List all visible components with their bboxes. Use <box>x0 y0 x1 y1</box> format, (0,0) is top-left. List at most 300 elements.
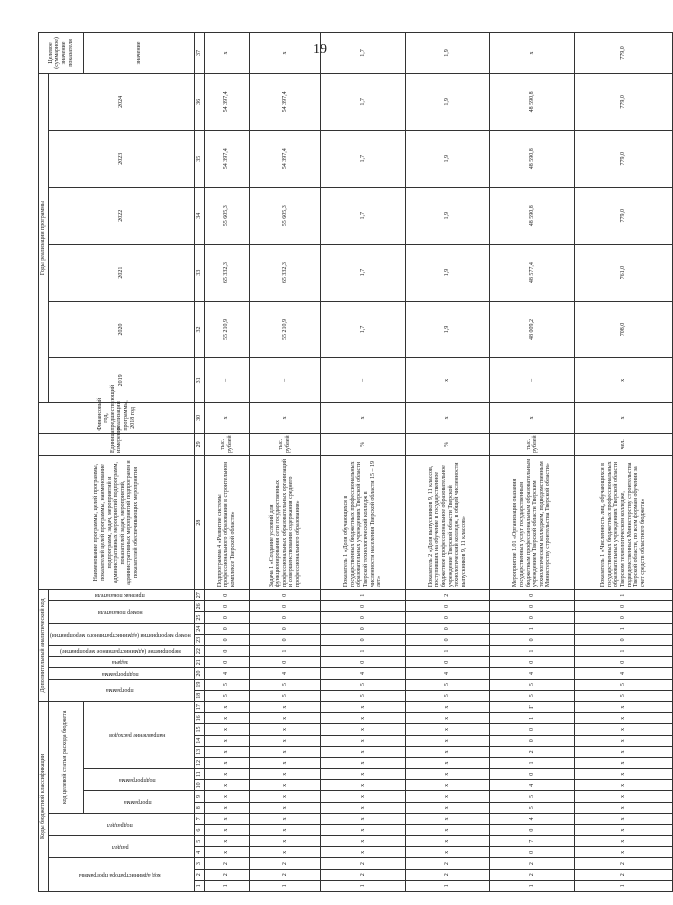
code-cell: 0 <box>204 646 249 657</box>
code-cell: 5 <box>490 791 575 802</box>
code-cell: 5 <box>204 690 249 701</box>
subheader-task-text: задача <box>111 659 129 666</box>
code-cell: 0 <box>574 612 672 623</box>
code-cell: 0 <box>204 590 249 601</box>
row-name: Показатель 1 «Доля обучающихся в государственных бюджетных профессиональных образовательных учреждениях Тверской области Тверской технологический колледж в численности населения Тверской области 15 – 19 лет» <box>321 456 406 590</box>
subheader-subprogram2-text: подпрограмма <box>101 670 139 677</box>
code-cell: х <box>405 780 490 791</box>
row-value-y2019: – <box>204 358 249 403</box>
row-fin-year: х <box>405 403 490 433</box>
column-number-30: 30 <box>194 403 204 433</box>
code-cell: х <box>249 735 320 746</box>
code-cell: х <box>405 769 490 780</box>
column-number-6: 6 <box>194 824 204 835</box>
code-cell: 5 <box>574 690 672 701</box>
row-value-y2020: 55 210,9 <box>249 301 320 358</box>
code-cell: х <box>574 813 672 824</box>
row-value-y2023: 48 590,8 <box>490 130 575 187</box>
code-cell: х <box>249 769 320 780</box>
column-number-17: 17 <box>194 701 204 712</box>
code-cell: х <box>249 746 320 757</box>
code-cell: х <box>574 847 672 858</box>
header-fin-year: Финансовый год, предшествующий реализации программы, 2018 год <box>39 403 195 433</box>
code-cell: 2 <box>321 869 406 880</box>
code-cell: 0 <box>204 657 249 668</box>
table-row <box>204 33 249 892</box>
code-cell: х <box>405 713 490 724</box>
code-cell: 2 <box>490 858 575 869</box>
code-cell: 1 <box>249 880 320 891</box>
header-year-2019: 2019 <box>48 358 194 403</box>
code-cell: х <box>405 836 490 847</box>
code-cell: х <box>204 713 249 724</box>
table-row <box>490 33 575 892</box>
subheader-podrazdel-text: подраздел <box>107 821 133 828</box>
code-cell: 0 <box>321 657 406 668</box>
subheader-subprogram-text: подпрограмма <box>119 777 156 784</box>
code-cell: 5 <box>249 679 320 690</box>
code-cell: х <box>249 713 320 724</box>
subheader-direction <box>83 701 194 768</box>
code-cell: х <box>574 757 672 768</box>
code-cell: х <box>249 791 320 802</box>
column-number-4: 4 <box>194 847 204 858</box>
row-value-y2019: – <box>321 358 406 403</box>
code-cell: 0 <box>490 634 575 645</box>
code-cell: 0 <box>249 601 320 612</box>
code-cell: 2 <box>321 858 406 869</box>
code-cell: х <box>249 780 320 791</box>
header-target: Целевое (суммарное) значение показателя <box>39 33 84 74</box>
code-cell: 0 <box>490 612 575 623</box>
code-cell: х <box>321 701 406 712</box>
code-cell: 1 <box>490 646 575 657</box>
code-cell: х <box>405 701 490 712</box>
table-row <box>321 33 406 892</box>
row-value-y2021: 65 332,3 <box>204 244 249 301</box>
row-unit: % <box>405 433 490 455</box>
code-cell: 5 <box>321 679 406 690</box>
column-number-35: 35 <box>194 130 204 187</box>
column-number-29: 29 <box>194 433 204 455</box>
row-name: Подпрограмма 4 «Развитие системы профессионального образования в строительном комплексе Тверской области» <box>204 456 249 590</box>
column-number-15: 15 <box>194 724 204 735</box>
code-cell: х <box>405 724 490 735</box>
code-cell: 1 <box>321 590 406 601</box>
code-cell: х <box>321 724 406 735</box>
header-budget-codes: Коды бюджетной классификации <box>39 701 49 891</box>
code-cell: 1 <box>490 623 575 634</box>
column-number-8: 8 <box>194 802 204 813</box>
column-number-25: 25 <box>194 612 204 623</box>
column-number-2: 2 <box>194 869 204 880</box>
code-cell: 2 <box>574 858 672 869</box>
page-number: 19 <box>313 42 327 57</box>
code-cell: х <box>321 713 406 724</box>
row-value-y2024: 1,7 <box>321 73 406 130</box>
subheader-subprogram <box>83 769 194 791</box>
code-cell: х <box>321 824 406 835</box>
header-year-2024: 2024 <box>48 73 194 130</box>
code-cell: 4 <box>490 813 575 824</box>
row-name: Задача 1 «Создание условий для функционирования сети государственных профессиональных образовательных организаций и совершенствования содержания среднего профессионального образования» <box>249 456 320 590</box>
code-cell: 1 <box>574 623 672 634</box>
header-year-2021: 2021 <box>48 244 194 301</box>
code-cell: х <box>204 802 249 813</box>
code-cell: 4 <box>574 668 672 679</box>
code-cell: х <box>204 836 249 847</box>
code-cell: 0 <box>490 724 575 735</box>
column-number-37: 37 <box>194 33 204 74</box>
subheader-indicator-text: номер показателя <box>97 609 143 616</box>
budget-table-container <box>38 32 646 892</box>
code-cell: 5 <box>204 679 249 690</box>
code-cell: 0 <box>574 657 672 668</box>
code-cell: 0 <box>405 657 490 668</box>
column-number-28: 28 <box>194 456 204 590</box>
row-fin-year: х <box>249 403 320 433</box>
row-value-y2024: 48 590,8 <box>490 73 575 130</box>
code-cell: 1 <box>490 713 575 724</box>
column-number-24: 24 <box>194 623 204 634</box>
code-cell: х <box>574 746 672 757</box>
column-number-31: 31 <box>194 358 204 403</box>
row-name: Мероприятие 1.01 «Организация оказания государственных услуг государственным бюджетным профессиональным образовательным учреждением Тверской области Тверским технологическим колледжем, подведомственным Министерству строительства Тверской области» <box>490 456 575 590</box>
code-cell: х <box>204 780 249 791</box>
subheader-kcsr: код целевой статьи расхода бюджета <box>48 701 83 813</box>
subheader-razdel-text: раздел <box>111 844 129 851</box>
code-cell: 0 <box>321 634 406 645</box>
code-cell: х <box>574 802 672 813</box>
column-number-32: 32 <box>194 301 204 358</box>
code-cell: 2 <box>405 858 490 869</box>
code-cell: х <box>321 769 406 780</box>
code-cell: х <box>249 701 320 712</box>
column-number-22: 22 <box>194 646 204 657</box>
code-cell: 1 <box>249 646 320 657</box>
code-cell: 2 <box>490 746 575 757</box>
row-value-y2024: 54 397,4 <box>204 73 249 130</box>
code-cell: 2 <box>204 869 249 880</box>
code-cell: 0 <box>204 634 249 645</box>
code-cell: х <box>405 757 490 768</box>
row-value-y2021: 65 332,3 <box>249 244 320 301</box>
code-cell: х <box>321 780 406 791</box>
code-cell: 4 <box>405 668 490 679</box>
header-year-2023: 2023 <box>48 130 194 187</box>
column-number-13: 13 <box>194 746 204 757</box>
code-cell: 0 <box>490 824 575 835</box>
header-name: Наименование программы, целей программы, показателей целей программы, наименование подпрограмм, задач, мероприятий и административных мероприятий подпрограмм, показателей задач, мероприятий, административных мероприятий подпрограмм и показателей обеспечивающих мероприятия <box>39 456 195 590</box>
code-cell: 5 <box>490 802 575 813</box>
row-value-y2020: 55 210,9 <box>204 301 249 358</box>
code-cell: 1 <box>321 880 406 891</box>
code-cell: 0 <box>321 612 406 623</box>
row-value-y2019: – <box>249 358 320 403</box>
code-cell: 0 <box>249 623 320 634</box>
code-cell: 1 <box>574 590 672 601</box>
code-cell: 0 <box>490 657 575 668</box>
code-cell: х <box>321 757 406 768</box>
code-cell: х <box>574 713 672 724</box>
subheader-task <box>48 657 194 668</box>
code-cell: х <box>405 802 490 813</box>
code-cell: 1 <box>490 880 575 891</box>
subheader-razdel <box>48 836 194 858</box>
row-value-y2024: 54 397,4 <box>249 73 320 130</box>
code-cell: х <box>204 791 249 802</box>
row-value-y2020: 1,7 <box>321 301 406 358</box>
code-cell: х <box>204 746 249 757</box>
row-value-y2019: х <box>405 358 490 403</box>
code-cell: 0 <box>204 623 249 634</box>
row-value-y2022: 1,7 <box>321 187 406 244</box>
code-cell: 5 <box>490 679 575 690</box>
header-value-label: значение <box>83 33 194 74</box>
subheader-direction-text: направление расходов <box>109 732 166 739</box>
code-cell: х <box>321 802 406 813</box>
code-cell: 2 <box>574 869 672 880</box>
row-value-y2024: 1,9 <box>405 73 490 130</box>
code-cell: х <box>574 791 672 802</box>
code-cell: 2 <box>405 869 490 880</box>
code-cell: х <box>405 746 490 757</box>
row-value-y2022: 55 605,3 <box>249 187 320 244</box>
column-number-33: 33 <box>194 244 204 301</box>
code-cell: х <box>249 724 320 735</box>
code-cell: 0 <box>204 601 249 612</box>
row-value-y2022: 1,9 <box>405 187 490 244</box>
row-value-y2020: 1,9 <box>405 301 490 358</box>
subheader-admin-text: код администратора программы <box>79 872 161 879</box>
column-number-14: 14 <box>194 735 204 746</box>
row-target: 1,7 <box>321 33 406 74</box>
code-cell: х <box>249 824 320 835</box>
code-cell: 2 <box>490 869 575 880</box>
row-fin-year: х <box>574 403 672 433</box>
code-cell: 0 <box>574 601 672 612</box>
code-cell: х <box>405 813 490 824</box>
code-cell: х <box>249 847 320 858</box>
row-unit: тыс. рублей <box>490 433 575 455</box>
code-cell: 0 <box>490 601 575 612</box>
row-value-y2021: 48 577,4 <box>490 244 575 301</box>
code-cell: х <box>249 757 320 768</box>
code-cell: х <box>249 836 320 847</box>
column-number-20: 20 <box>194 668 204 679</box>
row-fin-year: х <box>321 403 406 433</box>
header-year-2022: 2022 <box>48 187 194 244</box>
code-cell: х <box>321 813 406 824</box>
code-cell: 0 <box>249 657 320 668</box>
row-value-y2021: 1,9 <box>405 244 490 301</box>
table-row <box>405 33 490 892</box>
subheader-indicator-type <box>48 590 194 601</box>
row-name: Показатель 1 «Численность лиц, обучающихся в государственных бюджетных профессиональных образовательных учреждениях Тверской области Тверском технологическом колледже, подведомственных Министерству строительства Тверской области, по всем формам обучения за счет средств областного бюджета» <box>574 456 672 590</box>
code-cell: Г <box>490 701 575 712</box>
code-cell: 0 <box>249 590 320 601</box>
header-additional-code: Дополнительный аналитический код <box>39 590 49 702</box>
code-cell: 0 <box>490 769 575 780</box>
code-cell: 1 <box>204 880 249 891</box>
code-cell: 0 <box>249 634 320 645</box>
table-row <box>574 33 672 892</box>
code-cell: 0 <box>405 634 490 645</box>
subheader-program2 <box>48 679 194 701</box>
row-name: Показатель 2 «Доля выпускников 9, 11 классов, поступивших на обучение в государственное бюджетное профессиональное образовательное учреждение Тверской области Тверской технологический колледж, в общей численности выпускников 9, 11 классов» <box>405 456 490 590</box>
code-cell: х <box>204 847 249 858</box>
code-cell: 0 <box>490 847 575 858</box>
row-target: 1,9 <box>405 33 490 74</box>
column-number-10: 10 <box>194 780 204 791</box>
column-number-27: 27 <box>194 590 204 601</box>
code-cell: 5 <box>405 690 490 701</box>
column-number-26: 26 <box>194 601 204 612</box>
subheader-program <box>83 791 194 813</box>
subheader-indicator <box>48 601 194 623</box>
row-value-y2019: – <box>490 358 575 403</box>
row-fin-year: х <box>204 403 249 433</box>
header-unit: Единица измерения <box>39 433 195 455</box>
row-value-y2023: 1,9 <box>405 130 490 187</box>
subheader-program-text: программа <box>123 799 152 806</box>
row-target: 779,0 <box>574 33 672 74</box>
column-number-5: 5 <box>194 836 204 847</box>
column-number-3: 3 <box>194 858 204 869</box>
column-number-11: 11 <box>194 769 204 780</box>
row-value-y2023: 54 397,4 <box>249 130 320 187</box>
budget-table <box>38 32 673 892</box>
row-value-y2021: 761,0 <box>574 244 672 301</box>
code-cell: х <box>204 735 249 746</box>
subheader-event <box>48 646 194 657</box>
code-cell: х <box>249 802 320 813</box>
row-target: х <box>490 33 575 74</box>
code-cell: 4 <box>204 668 249 679</box>
row-value-y2022: 779,0 <box>574 187 672 244</box>
code-cell: х <box>574 701 672 712</box>
code-cell: 5 <box>405 679 490 690</box>
column-number-19: 19 <box>194 679 204 690</box>
code-cell: х <box>321 847 406 858</box>
subheader-event-text: мероприятие (административное мероприятие) <box>59 648 181 655</box>
code-cell: 5 <box>490 690 575 701</box>
row-unit: чел. <box>574 433 672 455</box>
code-cell: х <box>204 757 249 768</box>
code-cell: 1 <box>574 646 672 657</box>
column-number-23: 23 <box>194 634 204 645</box>
code-cell: х <box>574 780 672 791</box>
subheader-indicator-type-text: признак показателя <box>95 592 145 599</box>
code-cell: 4 <box>321 668 406 679</box>
row-value-y2022: 55 605,3 <box>204 187 249 244</box>
row-value-y2022: 48 590,8 <box>490 187 575 244</box>
row-value-y2024: 779,0 <box>574 73 672 130</box>
code-cell: х <box>204 769 249 780</box>
row-target: х <box>204 33 249 74</box>
row-fin-year: х <box>490 403 575 433</box>
header-year-2020: 2020 <box>48 301 194 358</box>
code-cell: 7 <box>490 836 575 847</box>
code-cell: х <box>405 824 490 835</box>
subheader-event-no-text: номер мероприятия (административного мероприятия) <box>49 631 191 638</box>
column-number-9: 9 <box>194 791 204 802</box>
code-cell: 0 <box>405 612 490 623</box>
row-unit: % <box>321 433 406 455</box>
code-cell: 0 <box>405 601 490 612</box>
column-number-18: 18 <box>194 690 204 701</box>
table-row <box>249 33 320 892</box>
row-value-y2023: 779,0 <box>574 130 672 187</box>
code-cell: 1 <box>321 646 406 657</box>
column-number-7: 7 <box>194 813 204 824</box>
row-unit: тыс. рублей <box>204 433 249 455</box>
column-number-34: 34 <box>194 187 204 244</box>
code-cell: х <box>204 724 249 735</box>
code-cell: 5 <box>321 690 406 701</box>
row-value-y2020: 708,0 <box>574 301 672 358</box>
code-cell: х <box>574 769 672 780</box>
code-cell: 0 <box>321 623 406 634</box>
code-cell: 4 <box>490 780 575 791</box>
code-cell: х <box>574 724 672 735</box>
code-cell: х <box>321 836 406 847</box>
code-cell: х <box>405 847 490 858</box>
code-cell: 5 <box>249 690 320 701</box>
code-cell: 1 <box>490 757 575 768</box>
code-cell: х <box>574 824 672 835</box>
code-cell: 2 <box>405 590 490 601</box>
code-cell: х <box>321 791 406 802</box>
code-cell: х <box>204 701 249 712</box>
code-cell: 4 <box>490 668 575 679</box>
code-cell: 1 <box>405 880 490 891</box>
column-number-12: 12 <box>194 757 204 768</box>
code-cell: х <box>574 836 672 847</box>
code-cell: 4 <box>249 668 320 679</box>
code-cell: 0 <box>405 623 490 634</box>
row-value-y2021: 1,7 <box>321 244 406 301</box>
code-cell: 5 <box>574 679 672 690</box>
column-number-16: 16 <box>194 713 204 724</box>
code-cell: 0 <box>490 590 575 601</box>
code-cell: 1 <box>405 646 490 657</box>
code-cell: 0 <box>321 601 406 612</box>
code-cell: 0 <box>204 612 249 623</box>
code-cell: 2 <box>249 858 320 869</box>
header-years-group: Годы реализации программы <box>39 73 49 402</box>
subheader-admin <box>48 858 194 892</box>
subheader-subprogram2 <box>48 668 194 679</box>
code-cell: х <box>249 813 320 824</box>
column-number-21: 21 <box>194 657 204 668</box>
code-cell: х <box>321 735 406 746</box>
row-value-y2019: х <box>574 358 672 403</box>
code-cell: 0 <box>490 735 575 746</box>
code-cell: х <box>574 735 672 746</box>
code-cell: 0 <box>574 634 672 645</box>
code-cell: х <box>405 735 490 746</box>
subheader-program2-text: программа <box>106 687 134 694</box>
code-cell: х <box>321 746 406 757</box>
row-value-y2020: 48 009,2 <box>490 301 575 358</box>
code-cell: 1 <box>574 880 672 891</box>
code-cell: х <box>405 791 490 802</box>
code-cell: х <box>204 824 249 835</box>
rotated-table-area <box>38 32 646 892</box>
subheader-event-no <box>48 623 194 645</box>
row-target: х <box>249 33 320 74</box>
